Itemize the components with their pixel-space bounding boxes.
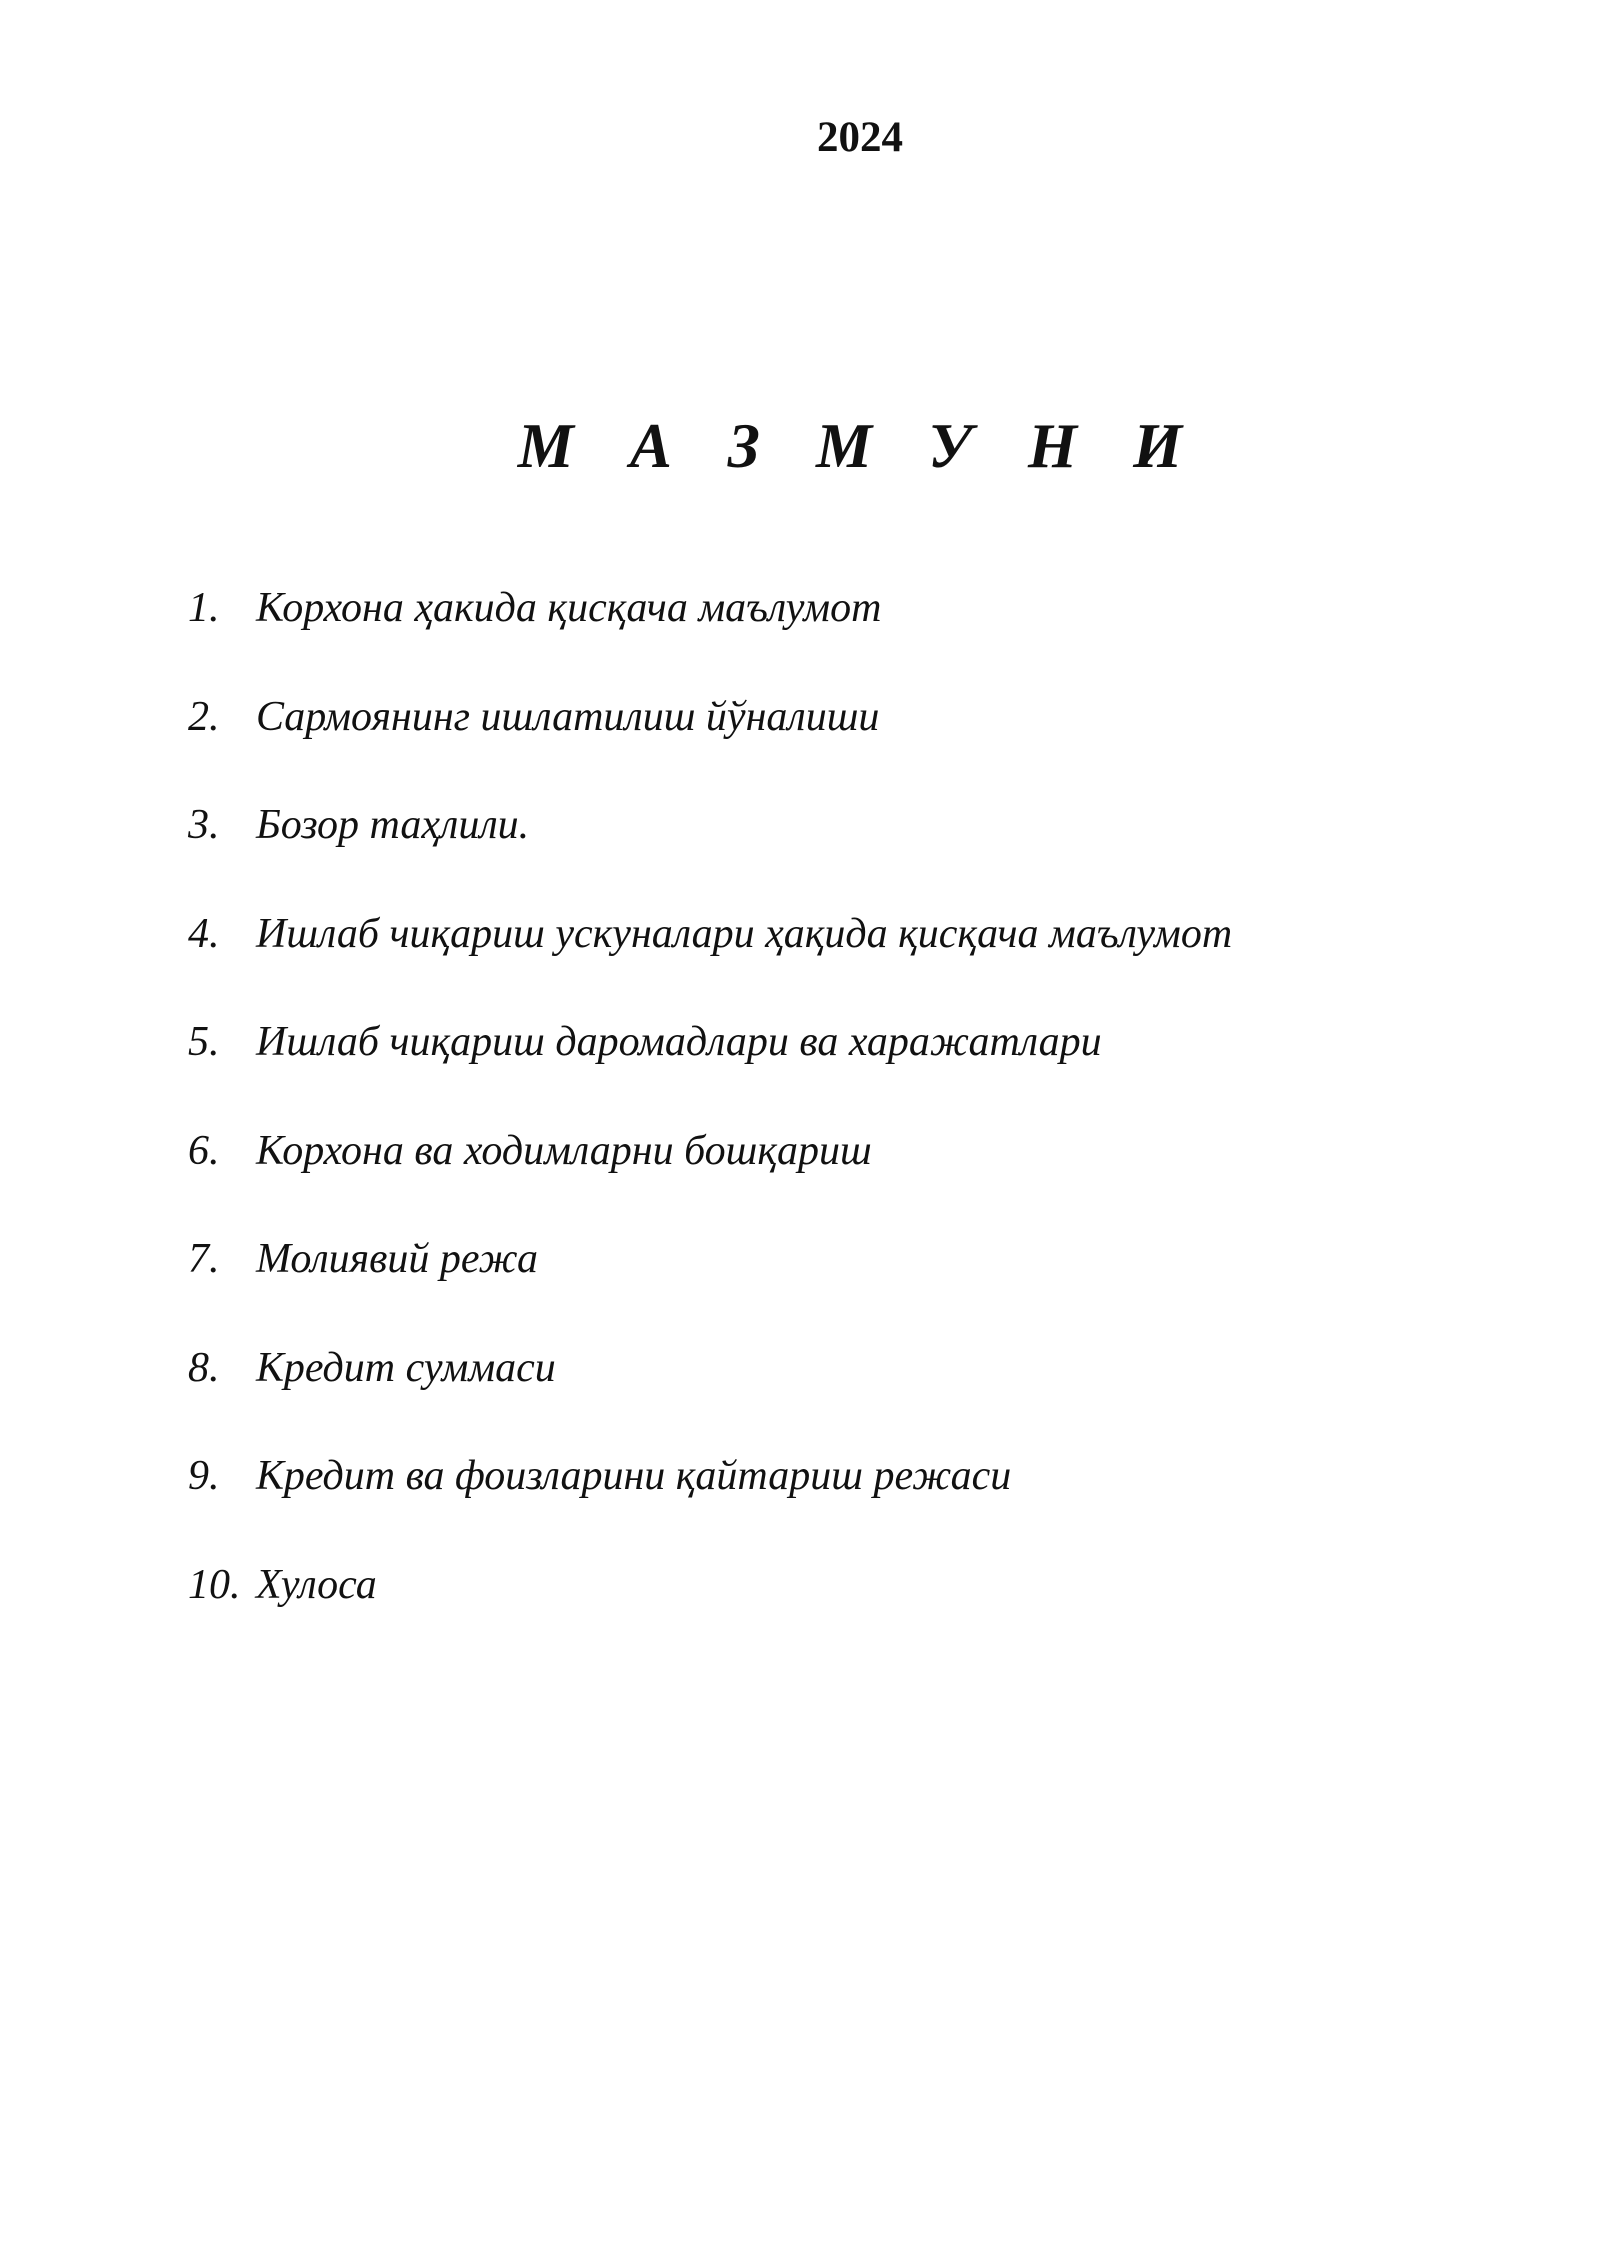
toc-item — [188, 906, 1488, 1015]
toc-item-text: Кредит суммаси — [256, 1344, 556, 1391]
toc-item-text: Молиявий режа — [256, 1236, 539, 1282]
toc-item-number: 2. — [188, 693, 220, 740]
toc-item — [188, 1557, 1488, 1666]
toc-item — [188, 1448, 1488, 1557]
contents-title: М А З М У Н И — [517, 411, 1203, 481]
toc-item-number: 8. — [188, 1344, 220, 1391]
toc-item-text: Кредит ва фоизларини қайтариш режаси — [256, 1453, 1012, 1499]
toc-item — [188, 689, 1488, 798]
toc-item-number: 10. — [188, 1561, 241, 1608]
toc-item-text: Хулоса — [256, 1561, 377, 1608]
toc-item-number: 3. — [188, 802, 220, 848]
toc-item-text: Сармоянинг ишлатилиш йўналиши — [256, 693, 880, 740]
toc-item-number: 1. — [188, 585, 220, 631]
toc-item — [188, 580, 1488, 689]
toc-item-text: Корхона ва ходимларни бошқариш — [256, 1127, 872, 1174]
toc-item-text: Бозор таҳлили. — [256, 802, 530, 848]
toc-item — [188, 797, 1488, 906]
toc-item-number: 5. — [188, 1019, 220, 1065]
toc-item — [188, 1231, 1488, 1340]
toc-item — [188, 1014, 1488, 1123]
toc-item-number: 7. — [188, 1236, 220, 1282]
toc-item-text: Ишлаб чиқариш даромадлари ва харажатлари — [256, 1019, 1102, 1065]
toc-item-text: Корхона ҳакида қисқача маълумот — [256, 585, 882, 631]
table-of-contents — [188, 580, 1488, 1665]
document-year: 2024 — [817, 114, 903, 161]
toc-item — [188, 1123, 1488, 1232]
toc-item-number: 6. — [188, 1127, 220, 1174]
toc-item-text: Ишлаб чиқариш ускуналари ҳақида қисқача маълумот — [256, 910, 1233, 957]
toc-item-number: 9. — [188, 1453, 220, 1499]
toc-item — [188, 1340, 1488, 1449]
toc-item-number: 4. — [188, 910, 220, 957]
